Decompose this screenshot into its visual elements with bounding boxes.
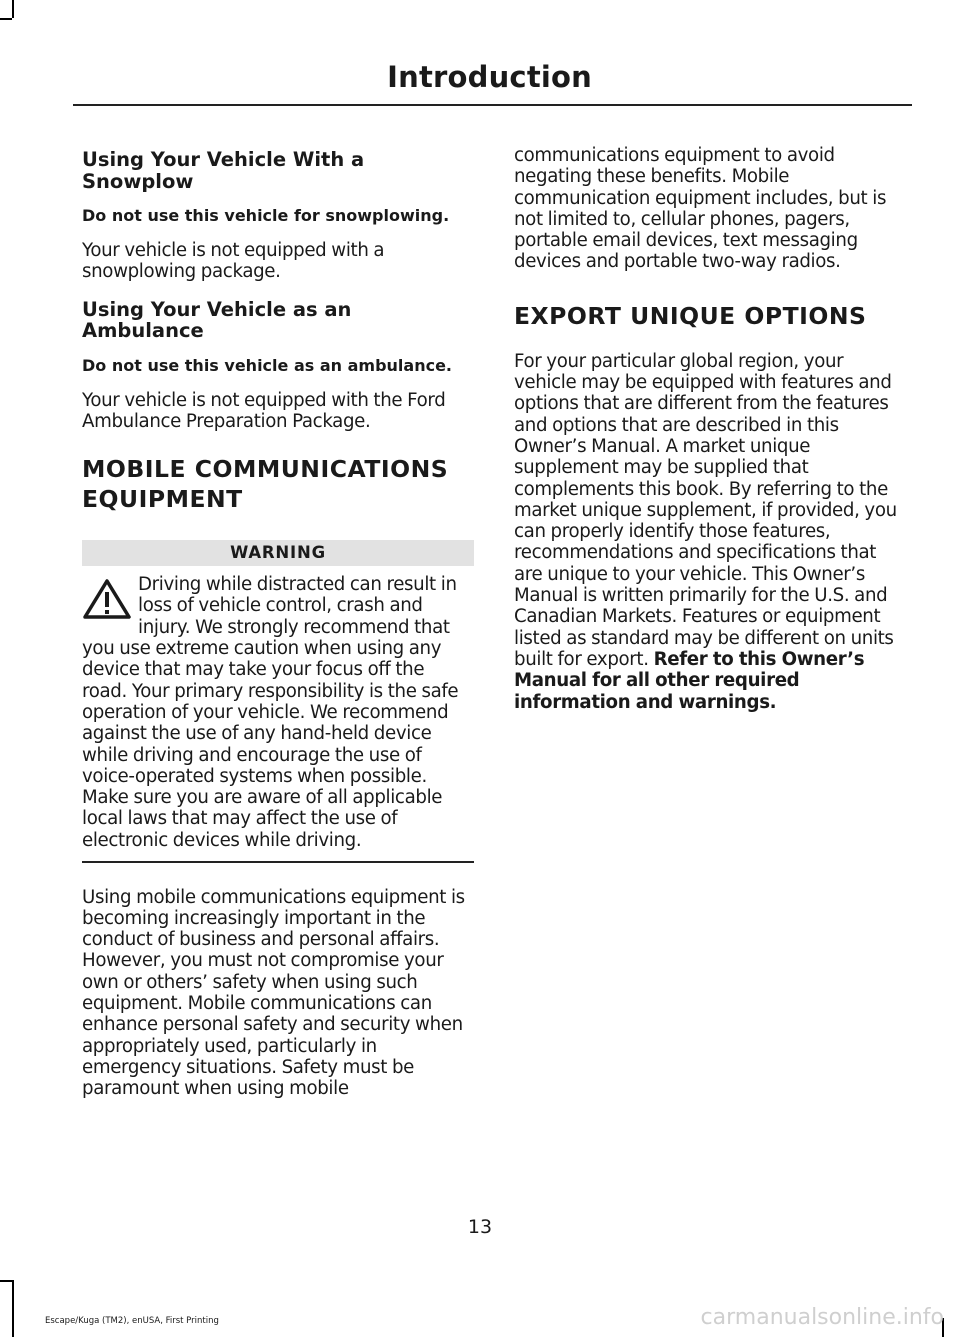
crop-mark-bottom-left (12, 1280, 14, 1337)
warning-triangle-icon (82, 578, 132, 620)
page-number: 13 (467, 1216, 493, 1238)
crop-mark-top-left-h (0, 18, 12, 20)
left-column (82, 145, 474, 1114)
footer-text: Escape/Kuga (TM2), enUSA, First Printing (45, 1316, 219, 1326)
crop-mark-bottom-left-h (0, 1280, 12, 1282)
export-heading: EXPORT UNIQUE OPTIONS (514, 301, 867, 330)
mobile-heading-line-1: MOBILE COMMUNICATIONS (82, 455, 449, 484)
ambulance-warning: Do not use this vehicle as an ambulance. (82, 355, 452, 375)
mobile-heading-line-2: EQUIPMENT (82, 485, 243, 514)
ambulance-heading: Using Your Vehicle as an Ambulance (82, 297, 352, 343)
warning-label: WARNING (82, 540, 474, 566)
header-rule (73, 104, 912, 106)
export-text (514, 351, 906, 713)
export-text-bold: Refer to this Owner’s Manual for all other required information and warnings. (514, 648, 865, 713)
page-header-title: Introduction (387, 60, 592, 94)
mobile-text-continued: communications equipment to avoid negating these benefits. Mobile communication equipment includes, but is not limited to, cellular phones, pagers, portable email devices, text messaging devices and portable two-way radios. (514, 145, 887, 273)
warning-rule (82, 861, 474, 863)
snowplow-warning: Do not use this vehicle for snowplowing. (82, 206, 450, 225)
right-column (514, 145, 906, 727)
mobile-text: Using mobile communications equipment is becoming increasingly important in the conduct of business and personal affairs. However, you must not compromise your own or others’ safety when using such equipment. Mobile communications can enhance personal safety and security when appropriately used, particularly in emergency situations. Safety must be paramount when using mobile (82, 886, 465, 1100)
ambulance-text: Your vehicle is not equipped with the Ford Ambulance Preparation Package. (82, 389, 446, 432)
snowplow-text: Your vehicle is not equipped with a snowplowing package. (82, 240, 385, 283)
mobile-communications-heading (82, 454, 474, 514)
warning-box (82, 574, 474, 851)
watermark: carmanualsonline.info (700, 1305, 944, 1330)
export-text-body: For your particular global region, your vehicle may be equipped with features and options that are different from the features and options that are described in this Owner’s Manual. A market unique supplement may be supplied that complements this book. By referring to the market unique supplement, if provided, you can properly identify those features, recommendations and specifications that are unique to your vehicle. This Owner’s Manual is written primarily for the U.S. and Canadian Markets. Features or equipment listed as standard may be different on units built for export. (514, 350, 897, 670)
crop-mark-top-left (12, 0, 14, 18)
warning-text: Driving while distracted can result in loss of vehicle control, crash and injury. We strongly recommend that you use extreme caution when using any device that may take your focus off the road. Your primary responsibility is the safe operation of your vehicle. We recommend against the use of any hand-held device while driving and encourage the use of voice-operated systems when possible. Make sure you are aware of all applicable local laws that may affect the use of electronic devices while driving. (82, 574, 459, 851)
snowplow-heading: Using Your Vehicle With a Snowplow (82, 148, 365, 193)
